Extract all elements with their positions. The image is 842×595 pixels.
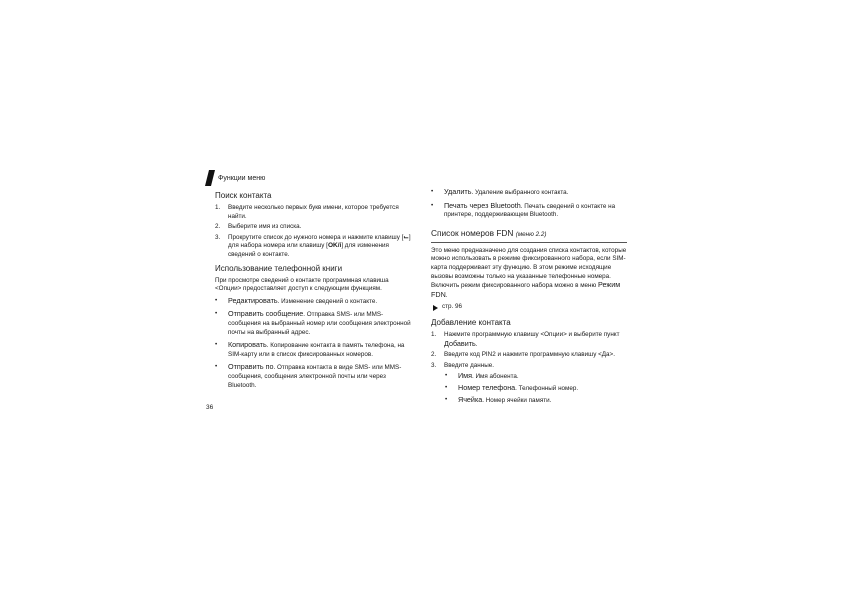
fdn-title: Список номеров FDN (меню 2.2) xyxy=(431,228,627,243)
list-item: • Отправить сообщение. Отправка SMS- или MMS-сообщения на выбранный номер или сообщения электронной почты на выбранный адрес. xyxy=(215,309,411,336)
arrow-right-icon xyxy=(433,305,438,311)
phonebook-intro: При просмотре сведений о контакте программная клавиша <Опции> предоставляет доступ к следующим функциям. xyxy=(215,276,389,293)
page-number: 36 xyxy=(206,404,214,411)
page-reference: стр. 96 xyxy=(431,303,627,312)
search-section xyxy=(215,191,415,260)
phonebook-title: Использование телефонной книги xyxy=(215,263,343,273)
list-item: • Отправить по. Отправка контакта в виде SMS- или MMS-сообщения, сообщения электронной почты или через Bluetooth. xyxy=(215,362,402,389)
search-step: 3. Прокрутите список до нужного номера и нажмите клавишу [⌙] для набора номера или клавишу [OK/i] для изменения сведений о контакте. xyxy=(215,233,411,258)
menu-reference: (меню 2.2) xyxy=(515,230,547,238)
add-step: 1. Нажмите программную клавишу <Опции> и выберите пункт Добавить. xyxy=(431,330,620,348)
list-item: • Редактировать. Изменение сведений о контакте. xyxy=(215,295,378,305)
add-contact-title: Добавление контакта xyxy=(431,317,511,327)
ok-key-icon: OK/i xyxy=(327,242,342,250)
list-item: • Копировать. Копирование контакта в память телефона, на SIM-карту или в список фиксированных номеров. xyxy=(215,340,405,358)
phonebook-section xyxy=(215,264,415,391)
list-item: • Номер телефона. Телефонный номер. xyxy=(445,382,579,392)
section-marker xyxy=(205,170,215,186)
field-list xyxy=(431,372,627,405)
list-item: • Ячейка. Номер ячейки памяти. xyxy=(445,394,552,404)
fdn-description: Это меню предназначено для создания списка контактов, которые можно использовать в режиме фиксированного набора, если SIM-карта поддерживает эту функцию. В этом режиме исходящие вызовы возможны только на указанные телефонные номера. Включить режим фиксированного набора можно в меню Режим FDN. xyxy=(431,246,627,299)
list-item: • Удалить. Удаление выбранного контакта. xyxy=(431,187,569,196)
search-step: 1. Введите несколько первых букв имени, которое требуется найти. xyxy=(215,204,399,220)
section-header: Функции меню xyxy=(218,175,266,182)
list-item: • Имя. Имя абонента. xyxy=(445,371,519,381)
list-item: • Печать через Bluetooth. Печать сведений о контакте на принтере, поддерживающем Bluetooth. xyxy=(431,200,616,219)
search-title: Поиск контакта xyxy=(215,191,272,200)
search-step: 2. Выберите имя из списка. xyxy=(215,223,302,231)
right-column xyxy=(431,188,627,407)
call-key-icon: ⌙ xyxy=(403,233,409,241)
left-column xyxy=(215,191,415,394)
add-step: 2. Введите код PIN2 и нажмите программную клавишу <Да>. xyxy=(431,351,615,359)
add-step: 3. Введите данные. xyxy=(431,361,495,369)
